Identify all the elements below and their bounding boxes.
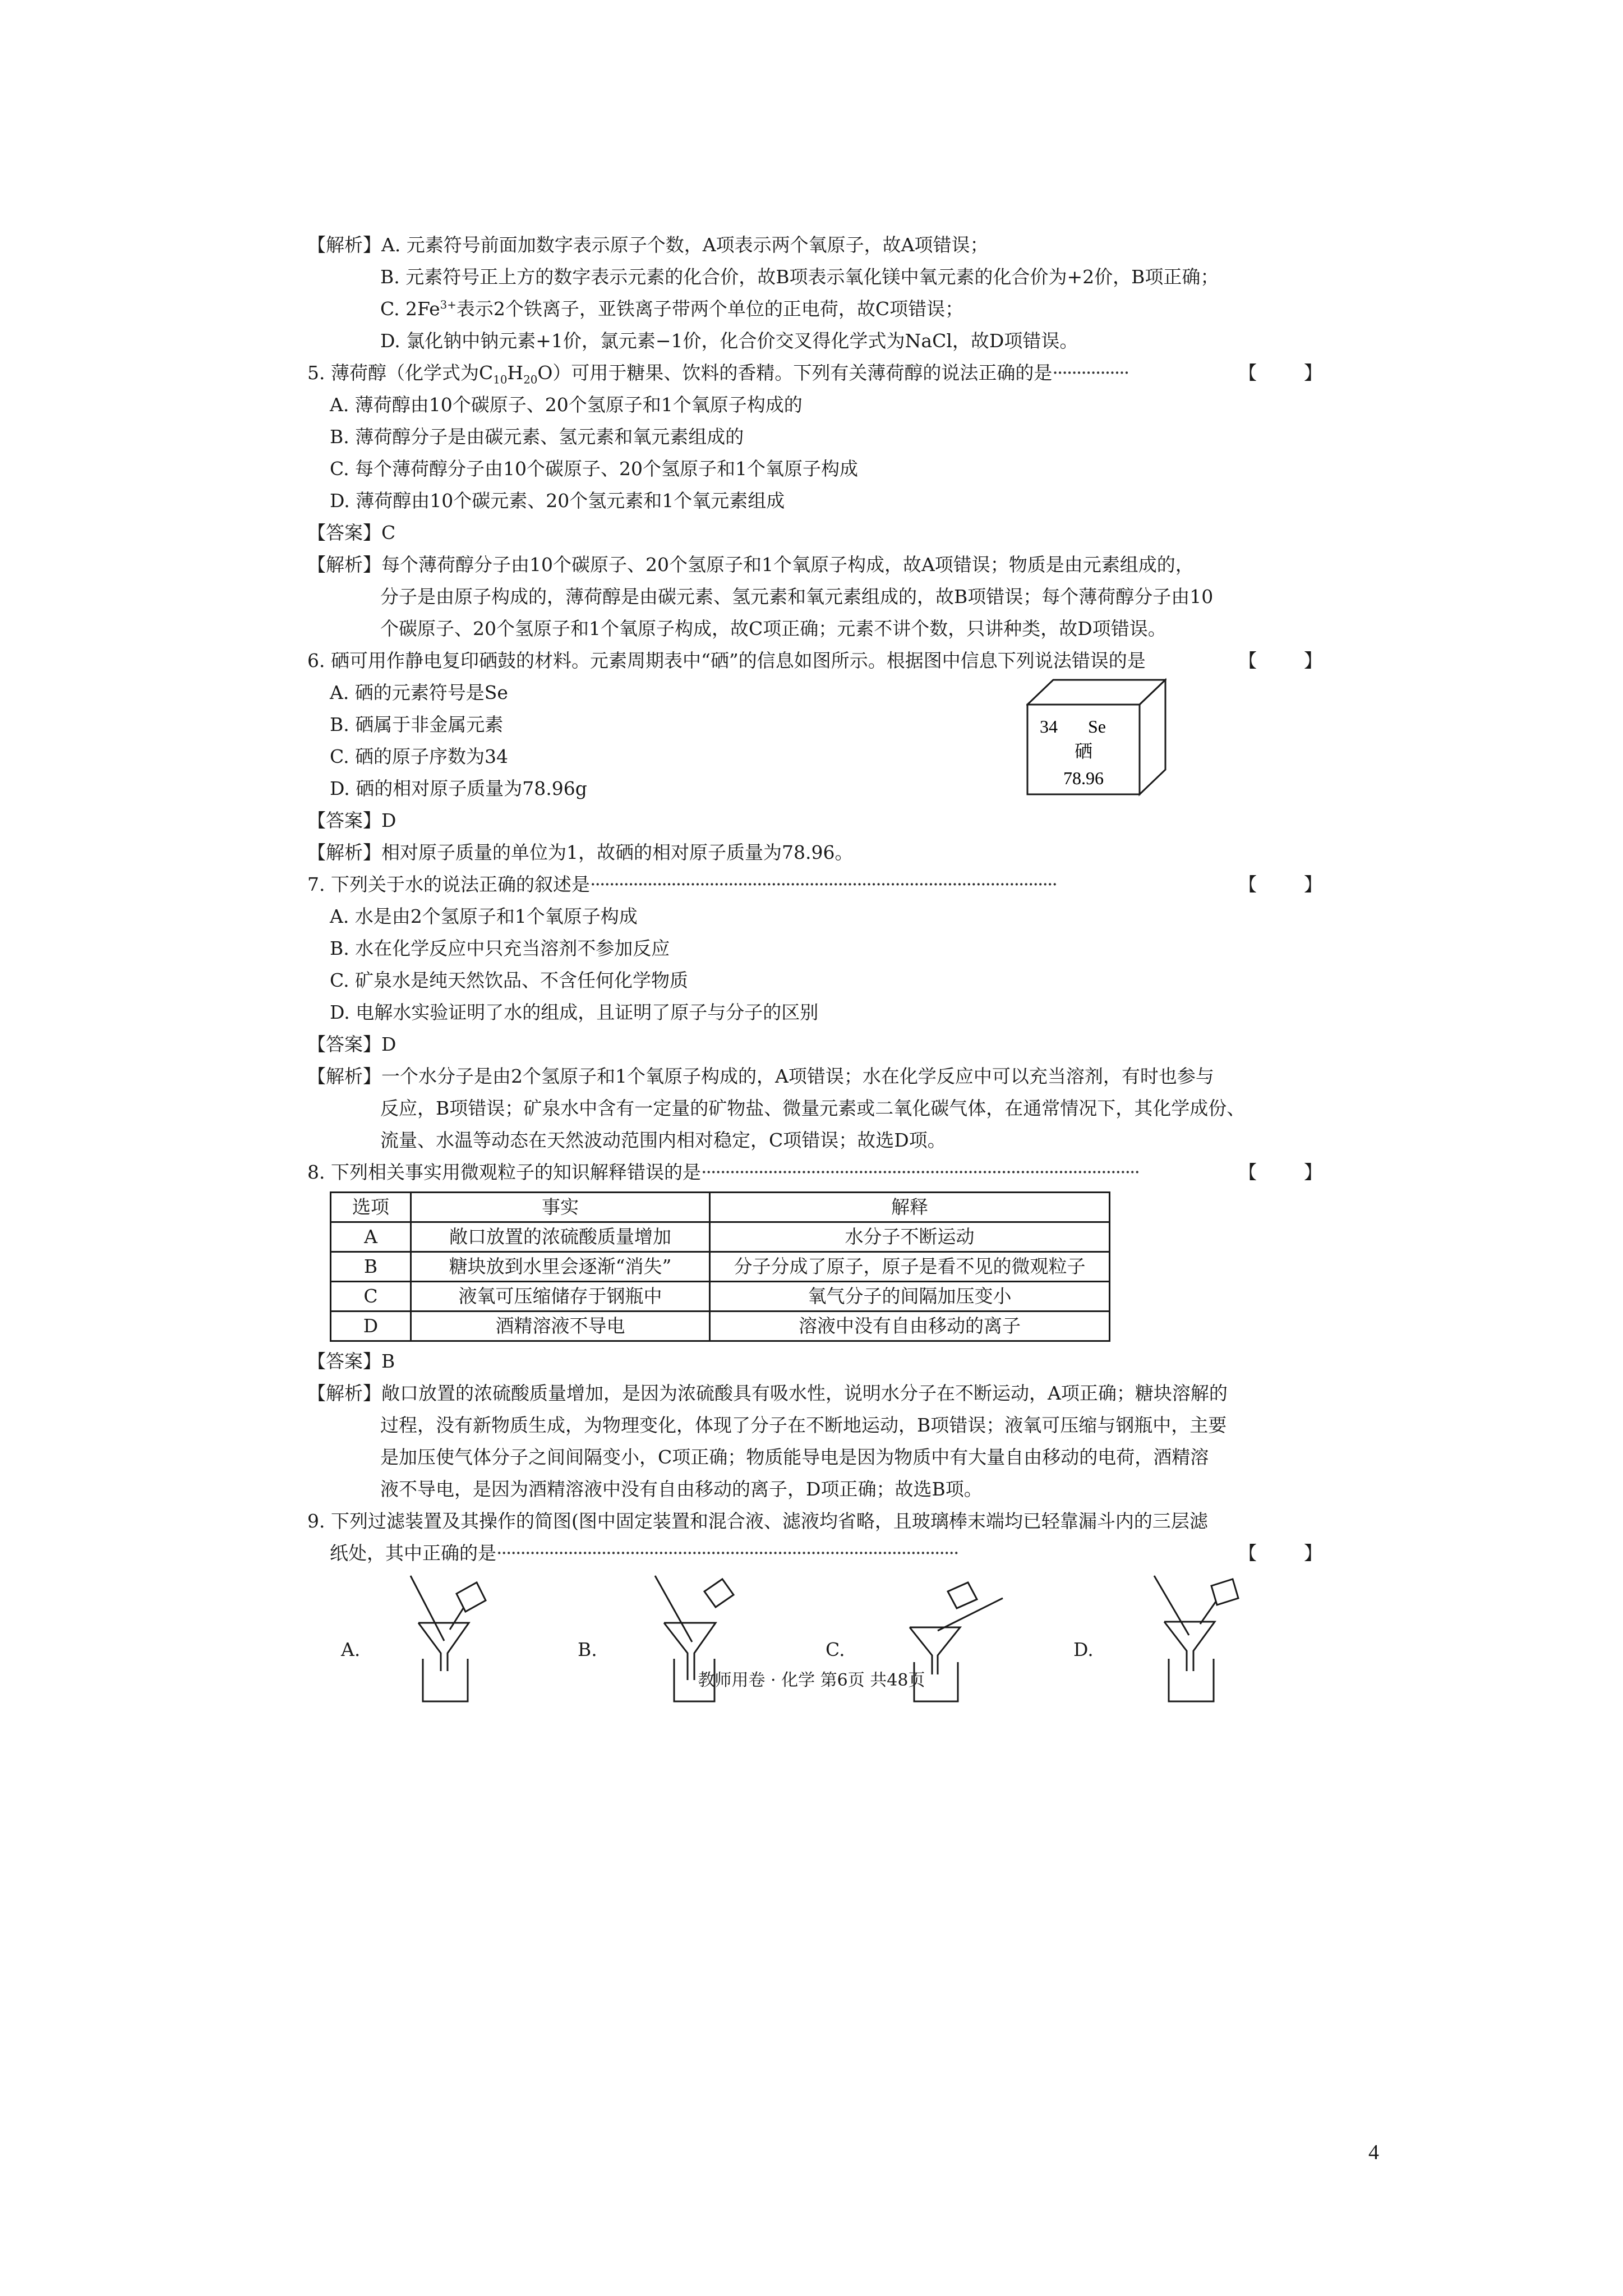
q9-stem-1: 9. 下列过滤装置及其操作的简图(图中固定装置和混合液、滤液均省略，且玻璃棒末端均已轻靠漏斗内的三层滤 — [307, 1510, 1208, 1532]
q9-answer-bracket: 【 】 — [1238, 1542, 1322, 1564]
table-row — [331, 1252, 1110, 1282]
q6-option-b: B. 硒属于非金属元素 — [330, 714, 504, 735]
q7-answer-bracket: 【 】 — [1238, 873, 1322, 895]
q6-option-c: C. 硒的原子序数为34 — [330, 746, 509, 767]
q8-analysis-1: 【解析】敞口放置的浓硫酸质量增加，是因为浓硫酸具有吸水性，说明水分子在不断运动，A项正确；糖块溶解的 — [307, 1382, 1228, 1404]
q6-option-d: D. 硒的相对原子质量为78.96g — [330, 777, 587, 799]
q5-answer: 【答案】C — [307, 522, 396, 544]
option-label-c: C. — [826, 1639, 845, 1660]
q8-answer: 【答案】B — [307, 1350, 395, 1372]
q5-option-d: D. 薄荷醇由10个碳元素、20个氢元素和1个氧元素组成 — [330, 490, 785, 512]
q5-option-c: C. 每个薄荷醇分子由10个碳原子、20个氢原子和1个氧原子构成 — [330, 458, 859, 480]
q6-option-a: A. 硒的元素符号是Se — [330, 682, 508, 703]
table-cell: A — [331, 1222, 411, 1252]
q7-option-a: A. 水是由2个氢原子和1个氧原子构成 — [330, 905, 638, 927]
table-cell: 酒精溶液不导电 — [411, 1312, 710, 1341]
q5-analysis-1: 【解析】每个薄荷醇分子由10个碳原子、20个氢原子和1个氧原子构成，故A项错误；物质是由元素组成的， — [307, 554, 1194, 576]
option-label-b: B. — [578, 1639, 597, 1660]
q6-analysis: 【解析】相对原子质量的单位为1，故硒的相对原子质量为78.96。 — [307, 841, 854, 863]
q5-answer-bracket: 【 】 — [1238, 362, 1322, 384]
q9-stem-2: 纸处，其中正确的是································································································· 【 】 — [307, 1537, 1322, 1569]
element-number: 34 — [1040, 716, 1058, 737]
q4-analysis-a: 【解析】A. 元素符号前面加数字表示原子个数，A项表示两个氧原子，故A项错误； — [307, 234, 989, 256]
q4-analysis-b: B. 元素符号正上方的数字表示元素的化合价，故B项表示氧化镁中氧元素的化合价为+2价，B项正确； — [380, 266, 1219, 288]
table-cell: 溶液中没有自由移动的离子 — [710, 1312, 1110, 1341]
table-cell: B — [331, 1252, 411, 1282]
table-header: 选项 — [331, 1193, 411, 1222]
table-cell: 液氧可压缩储存于钢瓶中 — [411, 1282, 710, 1312]
q6-stem: 6. 硒可用作静电复印硒鼓的材料。元素周期表中“硒”的信息如图所示。根据图中信息下列说法错误的是 【 】 — [307, 645, 1322, 677]
q7-analysis-3: 流量、水温等动态在天然波动范围内相对稳定，C项错误；故选D项。 — [380, 1129, 946, 1151]
q5-analysis-3: 个碳原子、20个氢原子和1个氧原子构成，故C项正确；元素不讲个数，只讲种类，故D项错误。 — [380, 618, 1166, 639]
facts-table — [330, 1191, 1110, 1342]
q7-option-b: B. 水在化学反应中只充当溶剂不参加反应 — [330, 937, 670, 959]
q8-stem: 8. 下列相关事实用微观粒子的知识解释错误的是···························································································· 【 】 — [307, 1156, 1322, 1188]
content-area — [307, 229, 1322, 1704]
table-row — [331, 1312, 1110, 1341]
selenium-element-card — [1026, 678, 1166, 797]
q6-options-block — [307, 677, 1322, 804]
element-name: 硒 — [1074, 740, 1093, 762]
q8-analysis-3: 是加压使气体分子之间间隔变小，C项正确；物质能导电是因为物质中有大量自由移动的电荷，酒精溶 — [380, 1446, 1209, 1468]
q7-stem: 7. 下列关于水的说法正确的叙述是·································································································· 【 】 — [307, 868, 1322, 900]
table-row — [331, 1222, 1110, 1252]
table-header-row — [331, 1193, 1110, 1222]
table-cell: 氧气分子的间隔加压变小 — [710, 1282, 1110, 1312]
option-label-a: A. — [341, 1639, 361, 1660]
table-cell: 分子分成了原子，原子是看不见的微观粒子 — [710, 1252, 1110, 1282]
table-cell: D — [331, 1312, 411, 1341]
table-row — [331, 1282, 1110, 1312]
q5-option-b: B. 薄荷醇分子是由碳元素、氢元素和氧元素组成的 — [330, 426, 744, 448]
page-footer: 教师用卷 · 化学 第6页 共48页 — [698, 1671, 925, 1690]
q7-answer: 【答案】D — [307, 1033, 396, 1055]
q5-stem: 5. 薄荷醇（化学式为$C_{10}H_{20}O$）可用于糖果、饮料的香精。下列有关薄荷醇的说法正确的是················ 【 】 — [307, 357, 1322, 389]
q4-analysis-d: D. 氯化钠中钠元素+1价，氯元素−1价，化合价交叉得化学式为NaCl，故D项错误。 — [380, 330, 1078, 352]
q7-option-d: D. 电解水实验证明了水的组成，且证明了原子与分子的区别 — [330, 1001, 819, 1023]
q8-analysis-4: 液不导电，是因为酒精溶液中没有自由移动的离子，D项正确；故选B项。 — [380, 1478, 983, 1500]
q8-analysis-2: 过程，没有新物质生成，为物理变化，体现了分子在不断地运动，B项错误；液氧可压缩与钢瓶中，主要 — [380, 1414, 1227, 1436]
table-cell: 糖块放到水里会逐渐“消失” — [411, 1252, 710, 1282]
table-cell: 水分子不断运动 — [710, 1222, 1110, 1252]
table-cell: C — [331, 1282, 411, 1312]
q4-analysis-c: C. $2Fe^{3+}$表示2个铁离子，亚铁离子带两个单位的正电荷，故C项错误； — [380, 298, 964, 320]
q6-answer: 【答案】D — [307, 809, 396, 831]
table-header: 解释 — [710, 1193, 1110, 1222]
page-number: 4 — [1368, 2141, 1379, 2164]
table-header: 事实 — [411, 1193, 710, 1222]
q7-analysis-2: 反应，B项错误；矿泉水中含有一定量的矿物盐、微量元素或二氧化碳气体，在通常情况下，其化学成份、 — [380, 1097, 1246, 1119]
element-mass: 78.96 — [1063, 768, 1104, 788]
table-cell: 敞口放置的浓硫酸质量增加 — [411, 1222, 710, 1252]
q5-analysis-2: 分子是由原子构成的，薄荷醇是由碳元素、氢元素和氧元素组成的，故B项错误；每个薄荷醇分子由10 — [380, 586, 1214, 608]
option-label-d: D. — [1073, 1639, 1094, 1660]
q7-option-c: C. 矿泉水是纯天然饮品、不含任何化学物质 — [330, 969, 689, 991]
element-symbol: Se — [1088, 716, 1106, 737]
q5-option-a: A. 薄荷醇由10个碳原子、20个氢原子和1个氧原子构成的 — [330, 394, 803, 416]
q8-answer-bracket: 【 】 — [1238, 1161, 1322, 1183]
q7-analysis-1: 【解析】一个水分子是由2个氢原子和1个氧原子构成的，A项错误；水在化学反应中可以充当溶剂，有时也参与 — [307, 1065, 1214, 1087]
q6-answer-bracket: 【 】 — [1238, 650, 1322, 671]
